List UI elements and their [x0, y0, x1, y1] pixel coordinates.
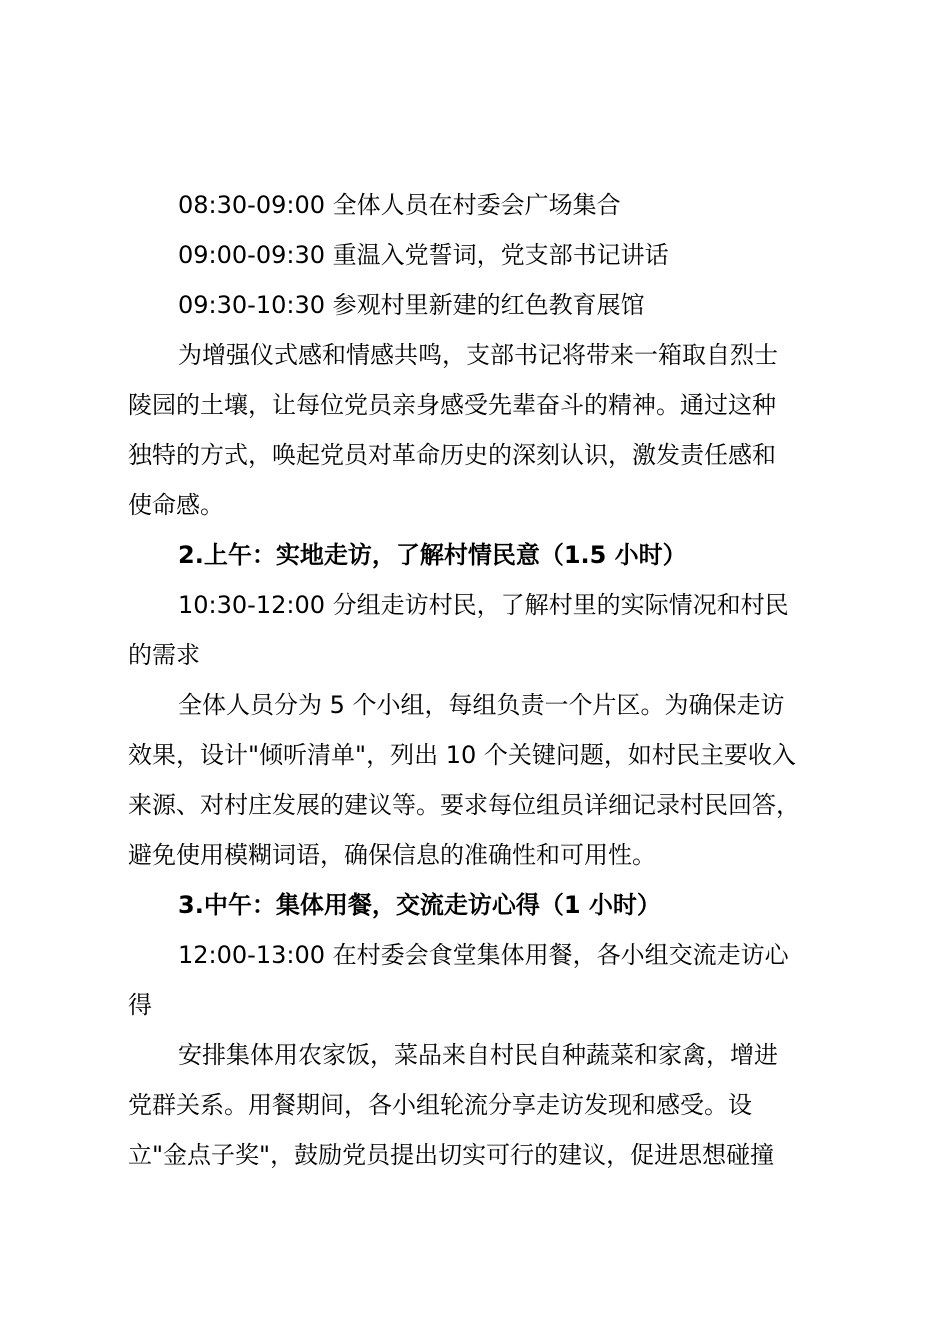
schedule-line-0930: 09:30-10:30 参观村里新建的红色教育展馆 [178, 291, 645, 319]
paragraph-line: 独特的方式，唤起党员对革命历史的深刻认识，激发责任感和 [128, 441, 776, 469]
paragraph-line: 党群关系。用餐期间，各小组轮流分享走访发现和感受。设 [128, 1091, 752, 1119]
paragraph-line: 立"金点子奖"，鼓励党员提出切实可行的建议，促进思想碰撞 [128, 1141, 775, 1169]
paragraph-line: 为增强仪式感和情感共鸣，支部书记将带来一箱取自烈士 [178, 341, 778, 369]
schedule-line-1030: 10:30-12:00 分组走访村民，了解村里的实际情况和村民 [178, 591, 789, 619]
paragraph-line: 效果，设计"倾听清单"，列出 10 个关键问题，如村民主要收入 [128, 741, 796, 769]
schedule-line-continuation: 的需求 [128, 641, 200, 669]
schedule-line-1200: 12:00-13:00 在村委会食堂集体用餐，各小组交流走访心 [178, 941, 789, 969]
schedule-line-continuation: 得 [128, 991, 152, 1019]
paragraph-line: 全体人员分为 5 个小组，每组负责一个片区。为确保走访 [178, 691, 785, 719]
paragraph-line: 安排集体用农家饭，菜品来自村民自种蔬菜和家禽，增进 [178, 1041, 778, 1069]
schedule-line-0830: 08:30-09:00 全体人员在村委会广场集合 [178, 191, 621, 219]
paragraph-line: 避免使用模糊词语，确保信息的准确性和可用性。 [128, 841, 656, 869]
section-heading-2: 2.上午：实地走访，了解村情民意（1.5 小时） [178, 541, 687, 569]
schedule-line-0900: 09:00-09:30 重温入党誓词，党支部书记讲话 [178, 241, 669, 269]
paragraph-line: 使命感。 [128, 491, 224, 519]
paragraph-line: 来源、对村庄发展的建议等。要求每位组员详细记录村民回答， [128, 791, 800, 819]
section-heading-3: 3.中午：集体用餐，交流走访心得（1 小时） [178, 891, 661, 919]
paragraph-line: 陵园的土壤，让每位党员亲身感受先辈奋斗的精神。通过这种 [128, 391, 776, 419]
